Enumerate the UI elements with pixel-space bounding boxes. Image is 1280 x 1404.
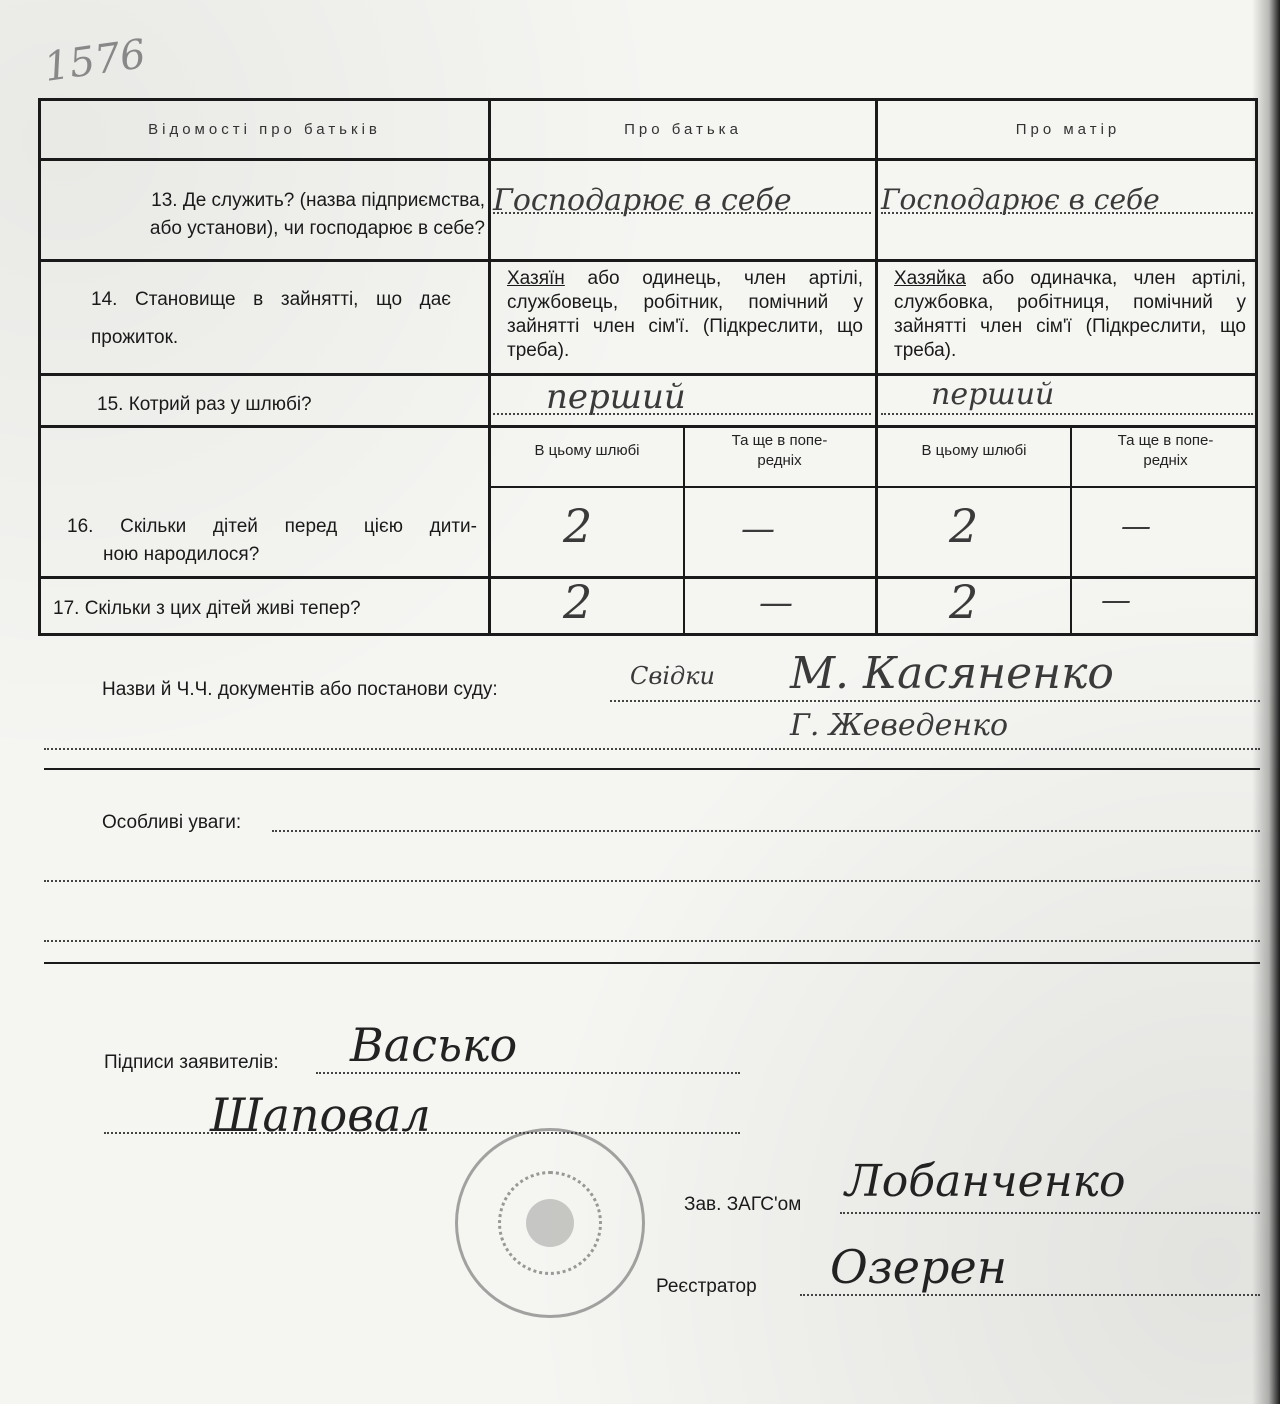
mother-previous-header: Та ще в попе- редніх [1117,432,1214,469]
q13-label: 13. Де служить? (назва підприємства, або установи), чи господарює в себе? [149,190,485,239]
q14-mother-options: Хазяйка або одиначка, член артілі, службовка, робітниця, помічний у зайнятті член сім'ї (Підкреслити, що треба). [894,268,1246,361]
remarks-line-1 [272,830,1260,832]
q17-father-this: 2 [563,575,593,629]
row-divider-14 [41,373,1255,376]
documents-witness-prefix: Свідки [630,662,716,690]
row-divider-sub [490,486,1255,488]
row-divider-16 [41,576,1255,579]
father-this-marriage-header: В цьому шлюбі [534,442,640,459]
q16-father-prev: — [741,509,775,549]
q13-father-answer: Господарює в себе [493,183,792,218]
registrar-signature: Озерен [830,1240,1007,1294]
registrar-line [800,1294,1260,1296]
q16-mother-this: 2 [949,499,979,553]
q14-label: 14. Становище в зайнятті, що дає прожиток. [91,289,451,348]
col-divider-father-sub [683,425,685,636]
applicants-label: Підписи заявителів: [104,1052,279,1073]
documents-line-1 [610,700,1260,702]
head-registry-line [840,1212,1260,1214]
col-divider-mother-sub [1070,425,1072,636]
q14-father-selected: Хазяїн [507,268,565,289]
remarks-line-3 [44,940,1260,942]
remarks-rule [44,962,1260,964]
remarks-line-2 [44,880,1260,882]
q16-father-this: 2 [563,499,593,553]
documents-label: Назви й Ч.Ч. документів або постанови суду: [102,679,498,700]
header-father: Про батька [624,121,742,138]
q17-mother-prev: — [1101,583,1131,618]
q15-mother-line [881,413,1253,415]
documents-line-2 [44,748,1260,750]
col-divider-2 [875,101,878,636]
applicant-2-signature: Шаповал [210,1088,431,1142]
q15-mother-answer: перший [931,377,1055,412]
applicant-1-signature: Васько [350,1018,518,1072]
q15-father-line [493,413,871,415]
q16-label: 16. Скільки дітей перед цією дити- ною народилося? [67,516,477,565]
q14-father-options: Хазяїн або одинець, член артілі, службовець, робітник, помічний у зайнятті член сім'ї. (Підкреслити, що треба). [507,268,863,361]
row-divider-15 [41,425,1255,428]
q13-mother-answer: Господарює в себе [881,183,1160,216]
documents-rule [44,768,1260,770]
registrar-label: Реєстратор [656,1276,757,1297]
head-registry-label: Зав. ЗАГС'ом [684,1194,802,1215]
q13-father-line [493,212,871,214]
official-seal-stamp [455,1128,645,1318]
q14-mother-selected: Хазяйка [894,268,966,289]
row-divider-header [41,158,1255,161]
q17-father-prev: — [759,583,793,623]
head-registry-signature: Лобанченко [845,1156,1126,1207]
col-divider-1 [488,101,491,636]
mother-this-marriage-header: В цьому шлюбі [921,442,1027,459]
q17-mother-this: 2 [949,575,979,629]
q16-mother-prev: — [1121,509,1151,544]
row-divider-13 [41,259,1255,262]
parents-info-table [38,98,1258,636]
corner-mark: 1576 [41,31,149,91]
header-parents-info: Відомості про батьків [148,121,381,138]
q17-label: 17. Скільки з цих дітей живі тепер? [53,598,361,619]
q15-father-answer: перший [546,377,686,417]
witness-2-signature: Г. Жеведенко [790,708,1009,743]
witness-1-signature: М. Касяненко [790,648,1114,699]
q15-label: 15. Котрий раз у шлюбі? [97,394,312,415]
remarks-label: Особливі уваги: [102,812,242,833]
header-mother: Про матір [1015,121,1121,138]
applicants-line-1 [316,1072,740,1074]
father-previous-header: Та ще в попе- редніх [731,432,828,469]
q13-mother-line [881,212,1253,214]
